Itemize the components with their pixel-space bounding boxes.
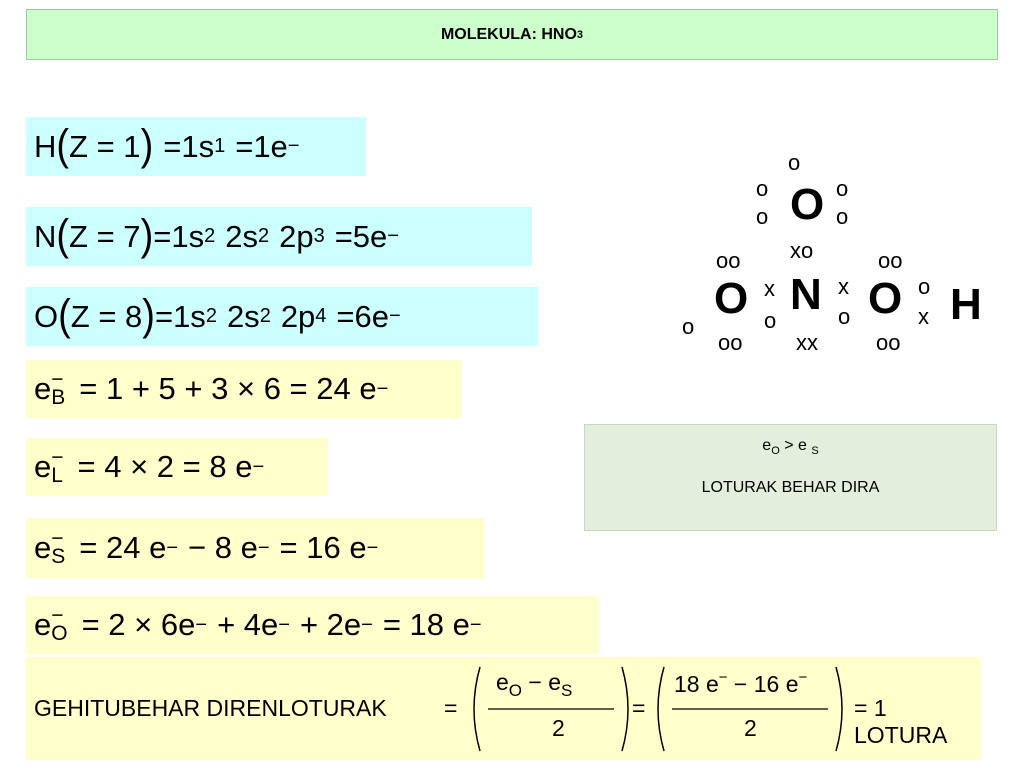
lewis-bond-xo: xo	[790, 238, 814, 263]
lewis-dot: o	[764, 308, 777, 333]
equation-eo: e − O = 2 × 6e − + 4e − + 2e − = 18 e −	[26, 596, 599, 654]
atom-o-left: O	[714, 274, 749, 323]
eq-h-result: 1e	[253, 128, 288, 164]
eq-o-config-2s: 2s	[226, 298, 260, 334]
eo-part-3: + 2e	[299, 607, 362, 642]
lewis-dot: o	[836, 204, 849, 229]
eb-subscript: B	[51, 386, 66, 409]
lewis-dot-pair: oo	[716, 248, 741, 273]
note-box	[584, 424, 997, 531]
eq-o-symbol: O	[34, 298, 59, 334]
final-equals-1: =	[444, 695, 458, 721]
lewis-dot: o	[836, 176, 849, 201]
eq-o-config-2p: 2p	[280, 298, 316, 334]
el-expression: = 4 × 2 = 8 e	[77, 449, 253, 484]
atom-o-right: O	[868, 274, 903, 323]
final-result: = 1 LOTURA	[854, 695, 948, 748]
fraction-1-denominator: 2	[552, 715, 565, 741]
es-part-3: = 16 e	[279, 530, 367, 565]
atom-n: N	[790, 270, 822, 319]
lewis-dot-pair: oo	[876, 330, 901, 355]
eq-h-symbol: H	[34, 128, 57, 164]
fraction-1-numerator: $e_O - e_S$	[496, 669, 573, 700]
eb-expression: = 1 + 5 + 3 × 6 = 24 e	[79, 371, 377, 406]
eq-o-result: 6e	[354, 298, 390, 334]
equation-eb: e − B = 1 + 5 + 3 × 6 = 24 e −	[26, 360, 462, 418]
es-part-1: = 24 e	[79, 530, 167, 565]
lewis-dot-pair: oo	[878, 248, 903, 273]
lewis-dot: o	[788, 150, 801, 175]
el-e: e	[34, 449, 52, 484]
equation-n: N ( Z = 7 ) = 1s 2 2s 2 2p 3 = 5e −	[26, 207, 532, 266]
final-equals-2: =	[632, 695, 646, 721]
equation-es: e − S = 24 e − − 8 e − = 16 e −	[26, 518, 484, 578]
eo-part-2: + 4e	[217, 607, 279, 642]
eq-o-config-1s: 1s	[173, 298, 206, 334]
es-subscript: S	[51, 545, 66, 568]
note-inequality: $e_O > e$ $_S$	[762, 437, 819, 457]
lewis-structure	[660, 140, 1000, 380]
eq-o-z: Z = 8	[70, 298, 143, 334]
es-e: e	[34, 530, 52, 565]
eq-h-config: 1s	[181, 128, 215, 164]
eq-n-z: Z = 7	[69, 218, 141, 254]
eo-part-1: = 2 × 6e	[81, 607, 196, 642]
equation-el: e − L = 4 × 2 = 8 e −	[26, 438, 328, 496]
lewis-x: x	[918, 304, 929, 329]
eq-n-result: 5e	[352, 218, 388, 254]
title-subscript: 3	[576, 28, 584, 41]
lewis-dot: o	[918, 274, 931, 299]
eq-n-config-2s: 2s	[225, 218, 258, 254]
eb-e: e	[34, 371, 52, 406]
lewis-dot: o	[756, 176, 769, 201]
title-text: MOLEKULA: HNO	[440, 25, 577, 43]
el-subscript: L	[51, 464, 63, 487]
note-conclusion: LOTURAK BEHAR DIRA	[701, 479, 880, 496]
lewis-dot: o	[838, 304, 851, 329]
lewis-x: x	[838, 274, 849, 299]
eq-n-symbol: N	[34, 218, 57, 254]
eo-subscript: O	[51, 622, 68, 645]
lewis-dot: o	[756, 204, 769, 229]
equation-o: O ( Z = 8 ) = 1s 2 2s 2 2p 4 = 6e −	[26, 287, 538, 346]
final-equation	[26, 657, 981, 760]
final-label: GEHITUBEHAR DIRENLOTURAK	[34, 695, 387, 721]
lewis-dot-pair: oo	[718, 330, 743, 355]
eo-e: e	[34, 607, 52, 642]
title-bar	[26, 9, 998, 60]
fraction-2-numerator: 18 e− − 16 e−	[674, 669, 808, 697]
es-part-2: − 8 e	[188, 530, 258, 565]
eo-part-4: = 18 e	[382, 607, 470, 642]
atom-o-top: O	[790, 180, 825, 229]
lewis-dot: o	[682, 314, 695, 339]
eq-h-z: Z = 1	[69, 128, 141, 164]
lewis-bond-xx: xx	[796, 330, 818, 355]
fraction-2-denominator: 2	[744, 715, 757, 741]
eq-n-config-1s: 1s	[171, 218, 205, 254]
lewis-x: x	[764, 276, 775, 301]
equation-h: H ( Z = 1 ) = 1s 1 = 1e −	[26, 117, 366, 176]
atom-h: H	[950, 280, 982, 329]
eq-n-config-2p: 2p	[279, 218, 314, 254]
